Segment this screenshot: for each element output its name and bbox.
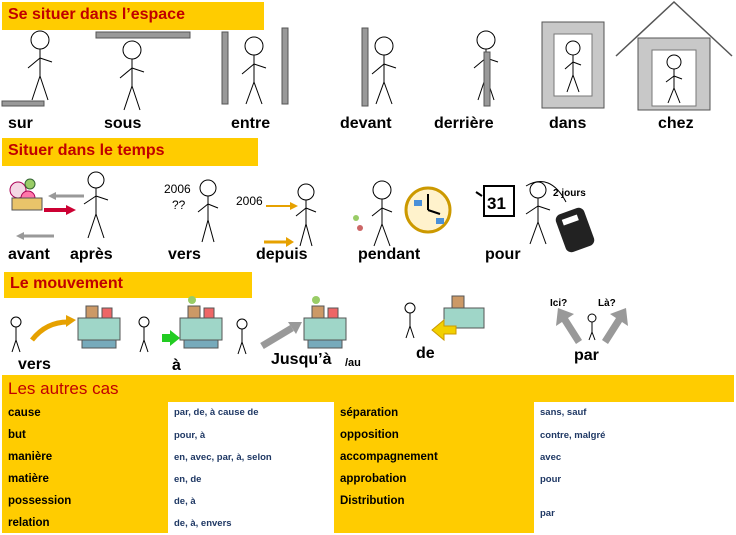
word-depuis: depuis: [256, 246, 308, 263]
value-maniere: en, avec, par, à, selon: [174, 452, 272, 463]
term-accompagnement: accompagnement: [340, 451, 438, 463]
table-col-left-values: [168, 402, 334, 533]
year-label-a: 2006: [164, 182, 191, 196]
word-sur: sur: [8, 115, 33, 132]
label-ici: Ici?: [550, 298, 568, 309]
value-separation: sans, sauf: [540, 407, 587, 418]
unknown-label: ??: [172, 198, 186, 212]
value-matiere: en, de: [174, 474, 202, 485]
word-apres: après: [70, 246, 113, 263]
section-title-space: Se situer dans l’espace: [2, 2, 264, 30]
word-movement-au: /au: [345, 357, 361, 369]
term-relation: relation: [8, 517, 50, 529]
term-cause: cause: [8, 407, 41, 419]
word-pour: pour: [485, 246, 521, 263]
word-movement-par: par: [574, 347, 599, 364]
word-entre: entre: [231, 115, 271, 132]
figure-vers-temps: [194, 176, 224, 246]
figure-depuis: [260, 180, 330, 250]
value-relation: de, à, envers: [174, 518, 232, 529]
figure-pendant: [352, 178, 452, 248]
figure-derriere: [464, 26, 514, 116]
term-matiere: matière: [8, 473, 49, 485]
word-derriere: derrière: [434, 115, 494, 132]
term-maniere: manière: [8, 451, 53, 463]
figure-movement-vers: [6, 296, 126, 356]
term-separation: séparation: [340, 407, 399, 419]
word-chez: chez: [658, 115, 694, 132]
value-approbation: pour: [540, 474, 562, 485]
word-devant: devant: [340, 115, 392, 132]
word-vers: vers: [168, 246, 201, 263]
figure-movement-jusqua: [232, 294, 352, 356]
value-possession: de, à: [174, 496, 196, 507]
two-days-label: 2 jours: [553, 188, 586, 199]
value-cause: par, de, à cause de: [174, 407, 259, 418]
term-but: but: [8, 429, 26, 441]
value-but: pour, à: [174, 430, 206, 441]
table-col-left-terms: [2, 402, 168, 533]
word-avant: avant: [8, 246, 50, 263]
word-sous: sous: [104, 115, 142, 132]
term-approbation: approbation: [340, 473, 407, 485]
figure-sous: [94, 28, 194, 113]
section-title-movement: Le mouvement: [4, 272, 252, 298]
word-pendant: pendant: [358, 246, 421, 263]
value-distribution: par: [540, 508, 555, 519]
figure-movement-a: [134, 294, 226, 356]
word-movement-vers: vers: [18, 356, 51, 373]
term-opposition: opposition: [340, 429, 399, 441]
figure-chez: [612, 0, 736, 112]
figure-avant-apres: [4, 170, 124, 246]
year-label-b: 2006: [236, 194, 263, 208]
table-col-right-terms: [334, 402, 534, 533]
term-possession: possession: [8, 495, 72, 507]
word-movement-jusqua: Jusqu’à: [271, 351, 332, 368]
figure-devant: [358, 26, 408, 116]
table-col-right-values: [534, 402, 734, 533]
figure-entre: [220, 26, 300, 116]
section-title-time: Situer dans le temps: [2, 138, 258, 166]
calendar-day: 31: [487, 194, 506, 213]
term-distribution: Distribution: [340, 495, 405, 507]
label-la: Là?: [598, 298, 616, 309]
section-title-others: Les autres cas: [2, 375, 734, 402]
word-dans: dans: [549, 115, 587, 132]
figure-sur: [0, 28, 60, 113]
word-movement-a: à: [172, 357, 181, 374]
figure-movement-de: [398, 292, 488, 342]
word-movement-de: de: [416, 345, 435, 362]
value-accompagnement: avec: [540, 452, 562, 463]
value-opposition: contre, malgré: [540, 430, 606, 441]
figure-dans: [540, 20, 606, 110]
